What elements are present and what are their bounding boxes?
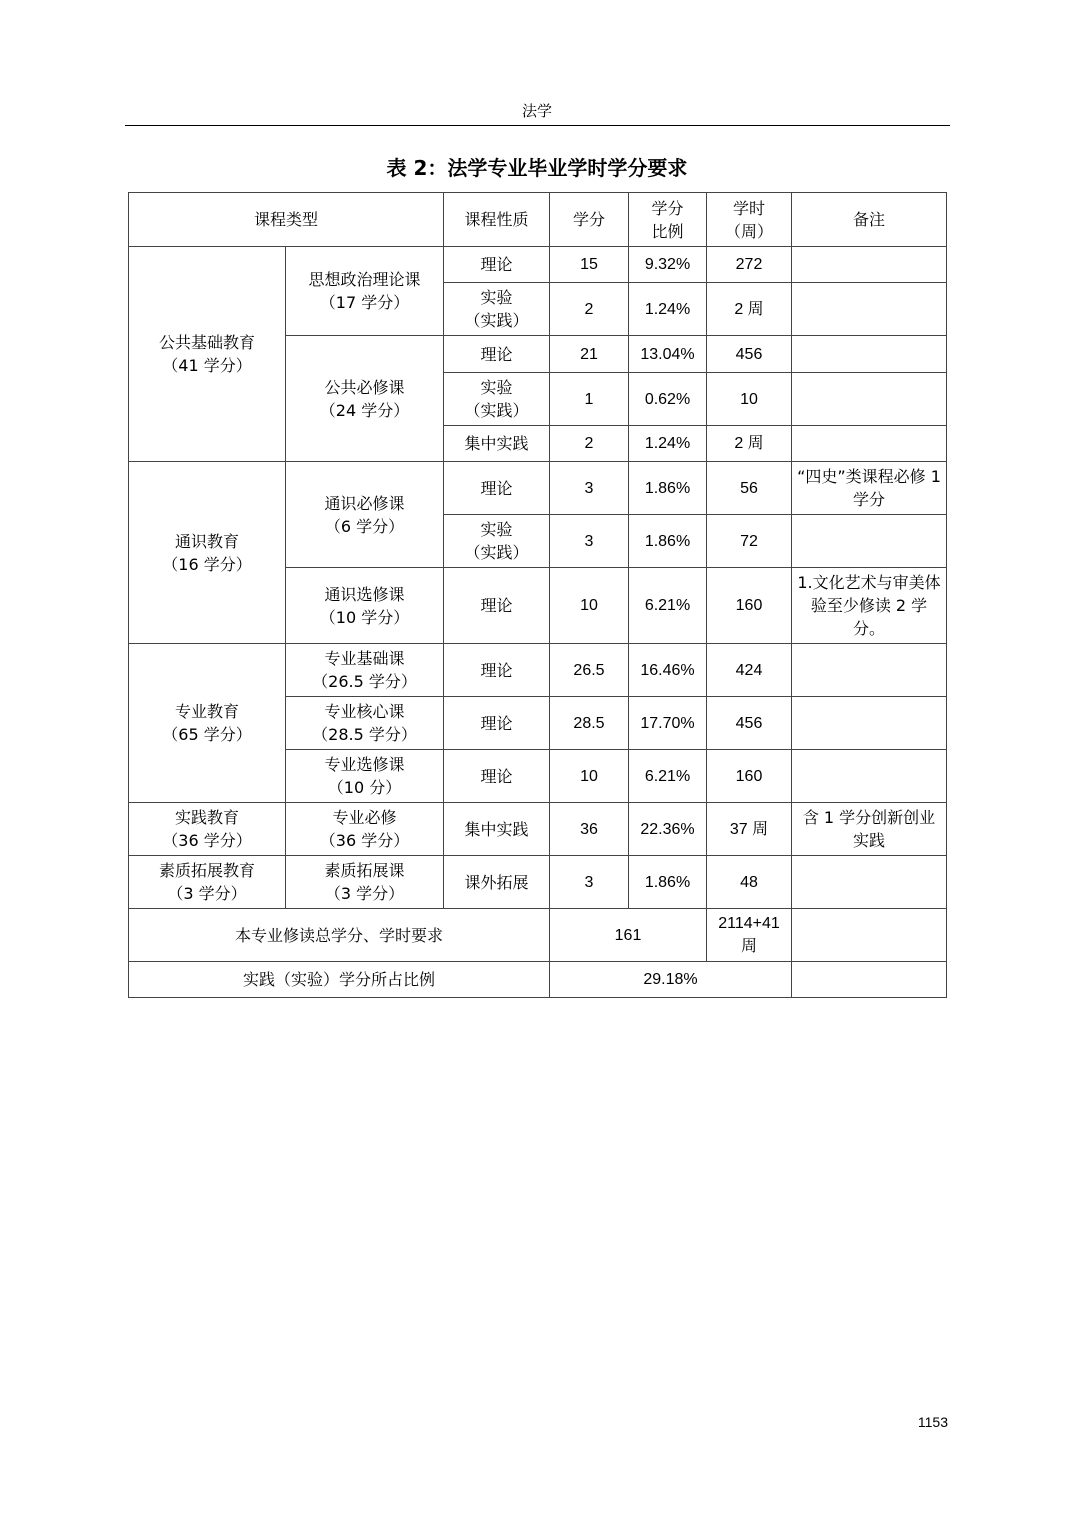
hours-cell: 48 — [707, 856, 792, 909]
subcategory-cell — [286, 568, 444, 644]
table-row — [129, 247, 947, 283]
nature-line-1: 理论 — [480, 660, 513, 680]
credits-cell: 10 — [550, 568, 629, 644]
total-credits: 161 — [550, 909, 707, 962]
nature-cell — [444, 856, 550, 909]
ratio-cell: 1.24% — [629, 426, 707, 462]
nature-line-1: 理论 — [480, 344, 513, 364]
category-name: 专业教育 — [174, 702, 239, 721]
nature-cell — [444, 247, 550, 283]
hours-cell: 456 — [707, 336, 792, 373]
category-name: 素质拓展教育 — [158, 861, 255, 880]
ratio-cell: 1.24% — [629, 283, 707, 336]
ratio-cell: 16.46% — [629, 644, 707, 697]
nature-cell — [444, 283, 550, 336]
subcategory-name: 专业必修 — [332, 808, 397, 827]
nature-cell — [444, 426, 550, 462]
nature-line-1: 课外拓展 — [464, 872, 529, 892]
nature-cell — [444, 803, 550, 856]
practice-ratio-note — [792, 962, 947, 998]
nature-cell — [444, 462, 550, 515]
subcategory-credits: （10 分） — [327, 778, 402, 797]
nature-line-1: 实验 — [480, 520, 513, 539]
category-credits: （36 学分） — [162, 831, 252, 850]
category-name: 实践教育 — [174, 808, 239, 827]
table-header-row — [129, 193, 947, 247]
subcategory-name: 通识选修课 — [324, 584, 405, 604]
credits-cell: 10 — [550, 750, 629, 803]
category-cell — [129, 803, 286, 856]
category-cell — [129, 462, 286, 644]
ratio-cell: 6.21% — [629, 750, 707, 803]
note-cell — [792, 750, 947, 803]
credits-cell: 26.5 — [550, 644, 629, 697]
nature-line-1: 实验 — [480, 288, 513, 307]
ratio-cell: 1.86% — [629, 856, 707, 909]
total-note — [792, 909, 947, 962]
nature-cell — [444, 697, 550, 750]
category-name: 通识教育 — [174, 531, 239, 551]
hours-cell: 37 周 — [707, 803, 792, 856]
credits-requirement-table — [128, 192, 947, 998]
hours-cell: 2 周 — [707, 426, 792, 462]
hours-cell: 456 — [707, 697, 792, 750]
nature-line-2: （实践） — [464, 543, 529, 562]
nature-line-2: （实践） — [464, 401, 529, 420]
ratio-cell: 6.21% — [629, 568, 707, 644]
nature-cell — [444, 750, 550, 803]
header-course-nature: 课程性质 — [444, 193, 550, 247]
hours-cell: 424 — [707, 644, 792, 697]
table-row — [129, 462, 947, 515]
credits-cell: 3 — [550, 856, 629, 909]
subcategory-credits: （26.5 学分） — [312, 672, 417, 691]
credits-cell: 1 — [550, 373, 629, 426]
nature-cell — [444, 568, 550, 644]
subcategory-cell — [286, 462, 444, 568]
header-ratio-line-2: 比例 — [651, 221, 684, 241]
note-cell — [792, 426, 947, 462]
header-course-type: 课程类型 — [129, 193, 444, 247]
total-hours — [707, 909, 792, 962]
credits-cell: 15 — [550, 247, 629, 283]
nature-line-1: 集中实践 — [464, 819, 529, 839]
note-cell — [792, 336, 947, 373]
subcategory-cell — [286, 247, 444, 336]
category-name: 公共基础教育 — [158, 333, 255, 352]
subcategory-cell — [286, 697, 444, 750]
header-ratio-line-1: 学分 — [651, 198, 684, 218]
nature-cell — [444, 373, 550, 426]
ratio-cell: 22.36% — [629, 803, 707, 856]
header-credit-ratio — [629, 193, 707, 247]
subcategory-credits: （28.5 学分） — [312, 725, 417, 744]
nature-line-1: 理论 — [480, 478, 513, 498]
subcategory-name: 专业选修课 — [324, 755, 405, 774]
ratio-cell: 9.32% — [629, 247, 707, 283]
subcategory-credits: （36 学分） — [319, 831, 410, 850]
note-cell: 1.文化艺术与审美体验至少修读 2 学分。 — [792, 568, 947, 644]
credits-cell: 3 — [550, 515, 629, 568]
category-credits: （41 学分） — [162, 356, 252, 375]
header-notes: 备注 — [792, 193, 947, 247]
nature-cell — [444, 515, 550, 568]
ratio-cell: 1.86% — [629, 462, 707, 515]
total-label: 本专业修读总学分、学时要求 — [129, 909, 550, 962]
ratio-cell: 1.86% — [629, 515, 707, 568]
credits-cell: 21 — [550, 336, 629, 373]
table-row — [129, 803, 947, 856]
hours-cell: 272 — [707, 247, 792, 283]
subcategory-cell — [286, 644, 444, 697]
subcategory-credits: （17 学分） — [319, 293, 410, 312]
subcategory-cell — [286, 856, 444, 909]
note-cell — [792, 644, 947, 697]
nature-cell — [444, 336, 550, 373]
ratio-cell: 17.70% — [629, 697, 707, 750]
nature-line-1: 理论 — [480, 255, 513, 274]
table-row — [129, 856, 947, 909]
subcategory-credits: （24 学分） — [319, 400, 410, 420]
header-hours-line-1: 学时 — [732, 198, 765, 218]
category-cell — [129, 856, 286, 909]
category-credits: （3 学分） — [167, 884, 247, 903]
total-hours-line-1: 2114+41 — [718, 915, 780, 932]
credits-cell: 36 — [550, 803, 629, 856]
ratio-cell: 0.62% — [629, 373, 707, 426]
note-cell: “四史”类课程必修 1 学分 — [792, 462, 947, 515]
hours-cell: 10 — [707, 373, 792, 426]
hours-cell: 56 — [707, 462, 792, 515]
page-number: 1153 — [917, 1414, 948, 1430]
header-hours — [707, 193, 792, 247]
subcategory-credits: （10 学分） — [319, 607, 410, 627]
credits-cell: 2 — [550, 426, 629, 462]
subcategory-name: 专业基础课 — [324, 649, 405, 668]
category-cell — [129, 644, 286, 803]
category-credits: （65 学分） — [162, 725, 252, 744]
subcategory-cell — [286, 336, 444, 462]
hours-cell: 160 — [707, 568, 792, 644]
nature-line-1: 理论 — [480, 713, 513, 733]
subcategory-credits: （3 学分） — [324, 884, 405, 903]
subcategory-name: 思想政治理论课 — [308, 270, 421, 289]
note-cell — [792, 283, 947, 336]
practice-ratio-value: 29.18% — [550, 962, 792, 998]
subcategory-credits: （6 学分） — [324, 516, 405, 536]
hours-cell: 72 — [707, 515, 792, 568]
nature-line-1: 理论 — [480, 766, 513, 786]
note-cell — [792, 373, 947, 426]
subcategory-name: 通识必修课 — [324, 493, 405, 513]
nature-line-1: 理论 — [480, 596, 513, 615]
credits-cell: 28.5 — [550, 697, 629, 750]
subcategory-name: 专业核心课 — [324, 702, 405, 721]
hours-cell: 2 周 — [707, 283, 792, 336]
category-credits: （16 学分） — [162, 554, 252, 574]
ratio-cell: 13.04% — [629, 336, 707, 373]
table-row — [129, 644, 947, 697]
nature-line-1: 集中实践 — [464, 434, 529, 453]
subcategory-cell — [286, 750, 444, 803]
credits-cell: 3 — [550, 462, 629, 515]
practice-ratio-label: 实践（实验）学分所占比例 — [129, 962, 550, 998]
credits-cell: 2 — [550, 283, 629, 336]
note-cell — [792, 697, 947, 750]
subcategory-name: 公共必修课 — [324, 377, 405, 397]
running-header: 法学 — [521, 102, 552, 120]
header-hours-line-2: （周） — [724, 221, 773, 241]
note-cell — [792, 856, 947, 909]
table-title: 表 2：法学专业毕业学时学分要求 — [386, 156, 688, 180]
total-row — [129, 909, 947, 962]
subcategory-cell — [286, 803, 444, 856]
hours-cell: 160 — [707, 750, 792, 803]
header-credits: 学分 — [550, 193, 629, 247]
note-cell: 含 1 学分创新创业实践 — [792, 803, 947, 856]
nature-line-1: 实验 — [480, 378, 513, 397]
category-cell — [129, 247, 286, 462]
header-rule — [125, 125, 950, 126]
nature-line-2: （实践） — [464, 311, 529, 330]
total-hours-line-2: 周 — [740, 938, 757, 955]
subcategory-name: 素质拓展课 — [324, 861, 405, 880]
practice-ratio-row — [129, 962, 947, 998]
nature-cell — [444, 644, 550, 697]
note-cell — [792, 515, 947, 568]
note-cell — [792, 247, 947, 283]
